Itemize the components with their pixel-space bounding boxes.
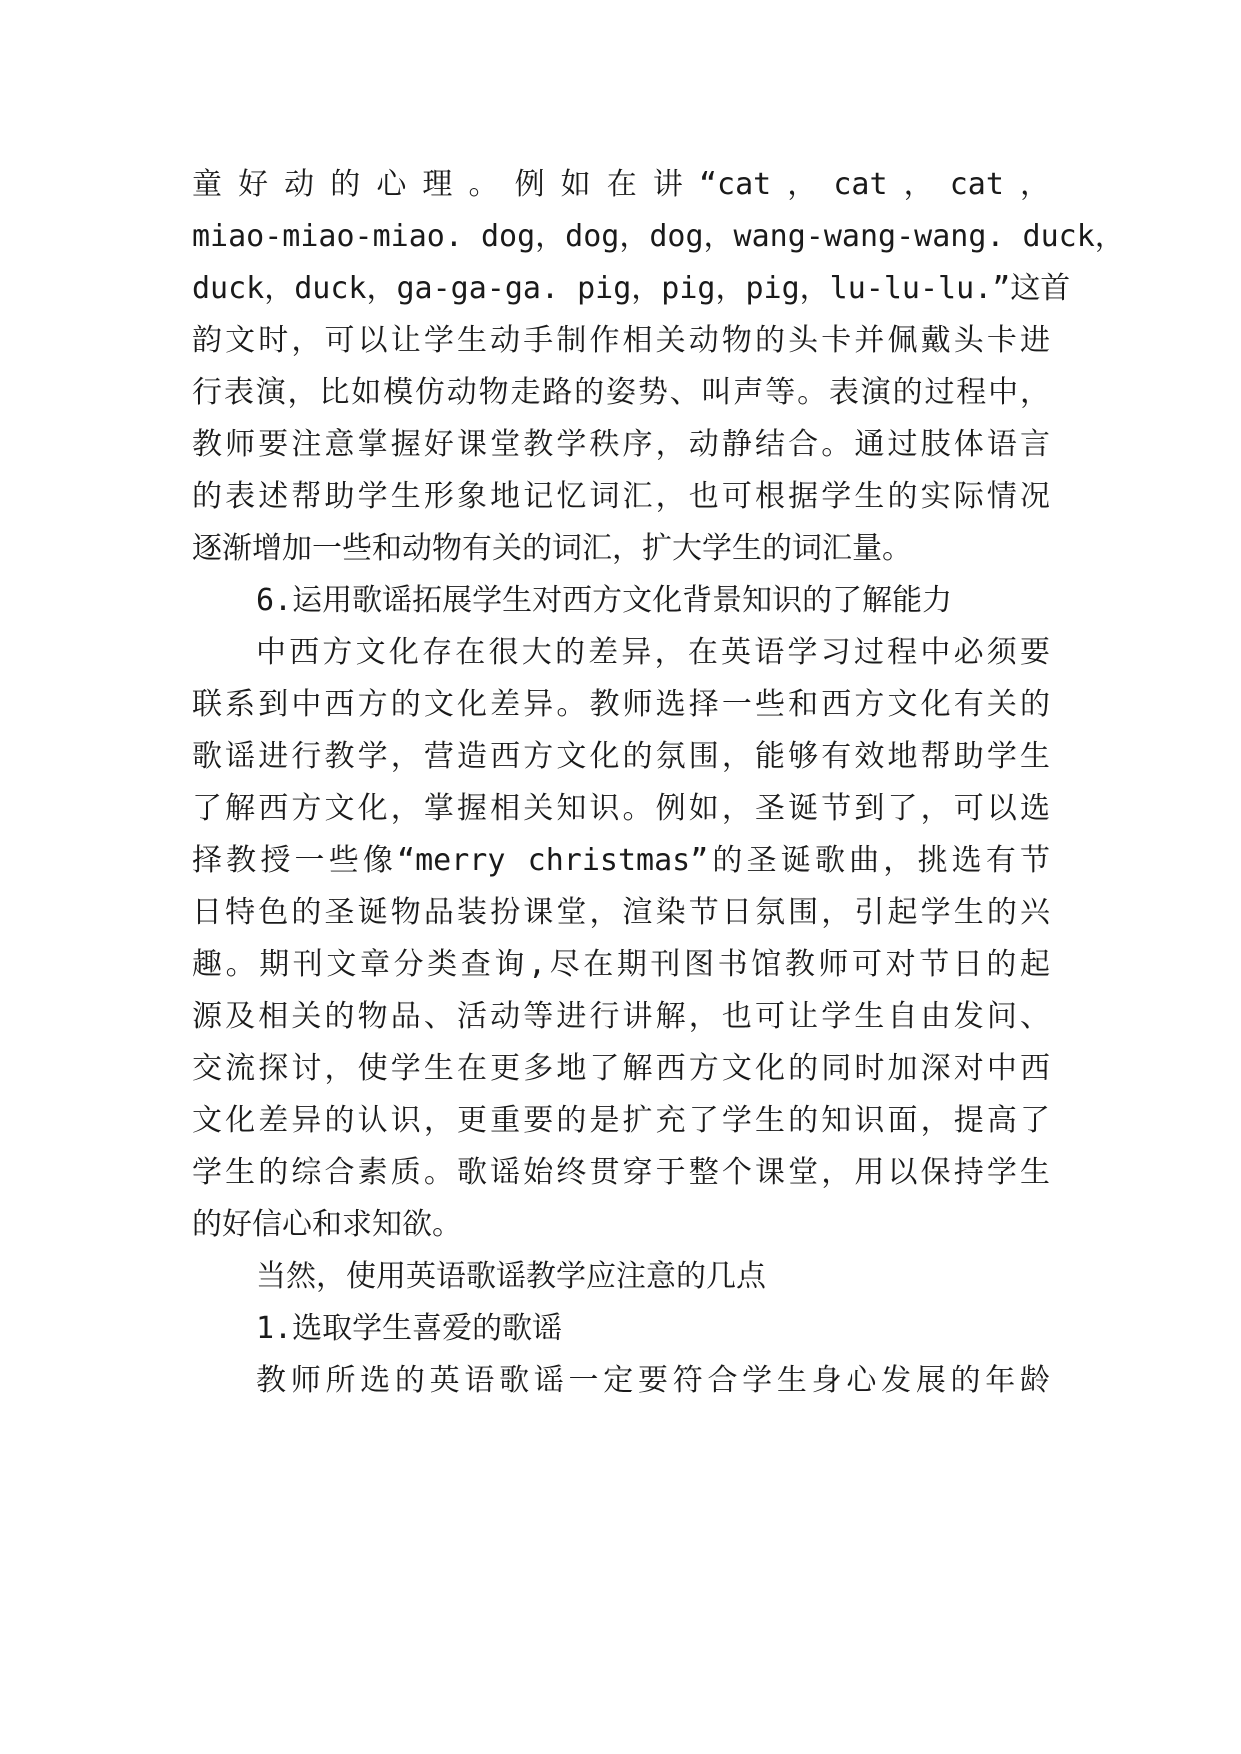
text-line-21: 的好信心和求知欲。 bbox=[192, 1207, 462, 1242]
text-line-24: 教师所选的英语歌谣一定要符合学生身心发展的年龄 bbox=[256, 1363, 1050, 1398]
text-line-20: 学生的综合素质。歌谣始终贯穿于整个课堂，用以保持学生 bbox=[192, 1155, 1050, 1190]
text-line-1: 童好动的心理。例如在讲“cat，cat，cat， bbox=[192, 167, 1050, 202]
text-line-11: 联系到中西方的文化差异。教师选择一些和西方文化有关的 bbox=[192, 687, 1050, 722]
section-heading-6: 6.运用歌谣拓展学生对西方文化背景知识的了解能力 bbox=[256, 583, 953, 618]
text-line-13: 了解西方文化，掌握相关知识。例如，圣诞节到了，可以选 bbox=[192, 791, 1050, 826]
text-line-15: 日特色的圣诞物品装扮课堂，渲染节日氛围，引起学生的兴 bbox=[192, 895, 1050, 930]
text-line-18: 交流探讨，使学生在更多地了解西方文化的同时加深对中西 bbox=[192, 1051, 1050, 1086]
text-line-5: 行表演，比如模仿动物走路的姿势、叫声等。表演的过程中， bbox=[192, 375, 1050, 410]
section-intro: 当然，使用英语歌谣教学应注意的几点 bbox=[256, 1259, 766, 1294]
text-line-16: 趣。期刊文章分类查询,尽在期刊图书馆教师可对节日的起 bbox=[192, 947, 1050, 982]
text-line-7: 的表述帮助学生形象地记忆词汇，也可根据学生的实际情况 bbox=[192, 479, 1050, 514]
text-line-3: duck，duck，ga-ga-ga. pig，pig，pig，lu-lu-lu.”这首 bbox=[192, 271, 1071, 306]
text-line-6: 教师要注意掌握好课堂教学秩序，动静结合。通过肢体语言 bbox=[192, 427, 1050, 462]
text-line-14: 择教授一些像“merry christmas”的圣诞歌曲，挑选有节 bbox=[192, 843, 1050, 878]
text-line-12: 歌谣进行教学，营造西方文化的氛围，能够有效地帮助学生 bbox=[192, 739, 1050, 774]
text-line-2: miao-miao-miao. dog，dog，dog，wang-wang-wang. duck， bbox=[192, 219, 1125, 254]
text-line-4: 韵文时，可以让学生动手制作相关动物的头卡并佩戴头卡进 bbox=[192, 323, 1050, 358]
text-line-19: 文化差异的认识，更重要的是扩充了学生的知识面，提高了 bbox=[192, 1103, 1050, 1138]
text-line-17: 源及相关的物品、活动等进行讲解，也可让学生自由发问、 bbox=[192, 999, 1050, 1034]
section-heading-1: 1.选取学生喜爱的歌谣 bbox=[256, 1311, 563, 1346]
text-line-8: 逐渐增加一些和动物有关的词汇，扩大学生的词汇量。 bbox=[192, 531, 912, 566]
text-line-10: 中西方文化存在很大的差异，在英语学习过程中必须要 bbox=[256, 635, 1050, 670]
